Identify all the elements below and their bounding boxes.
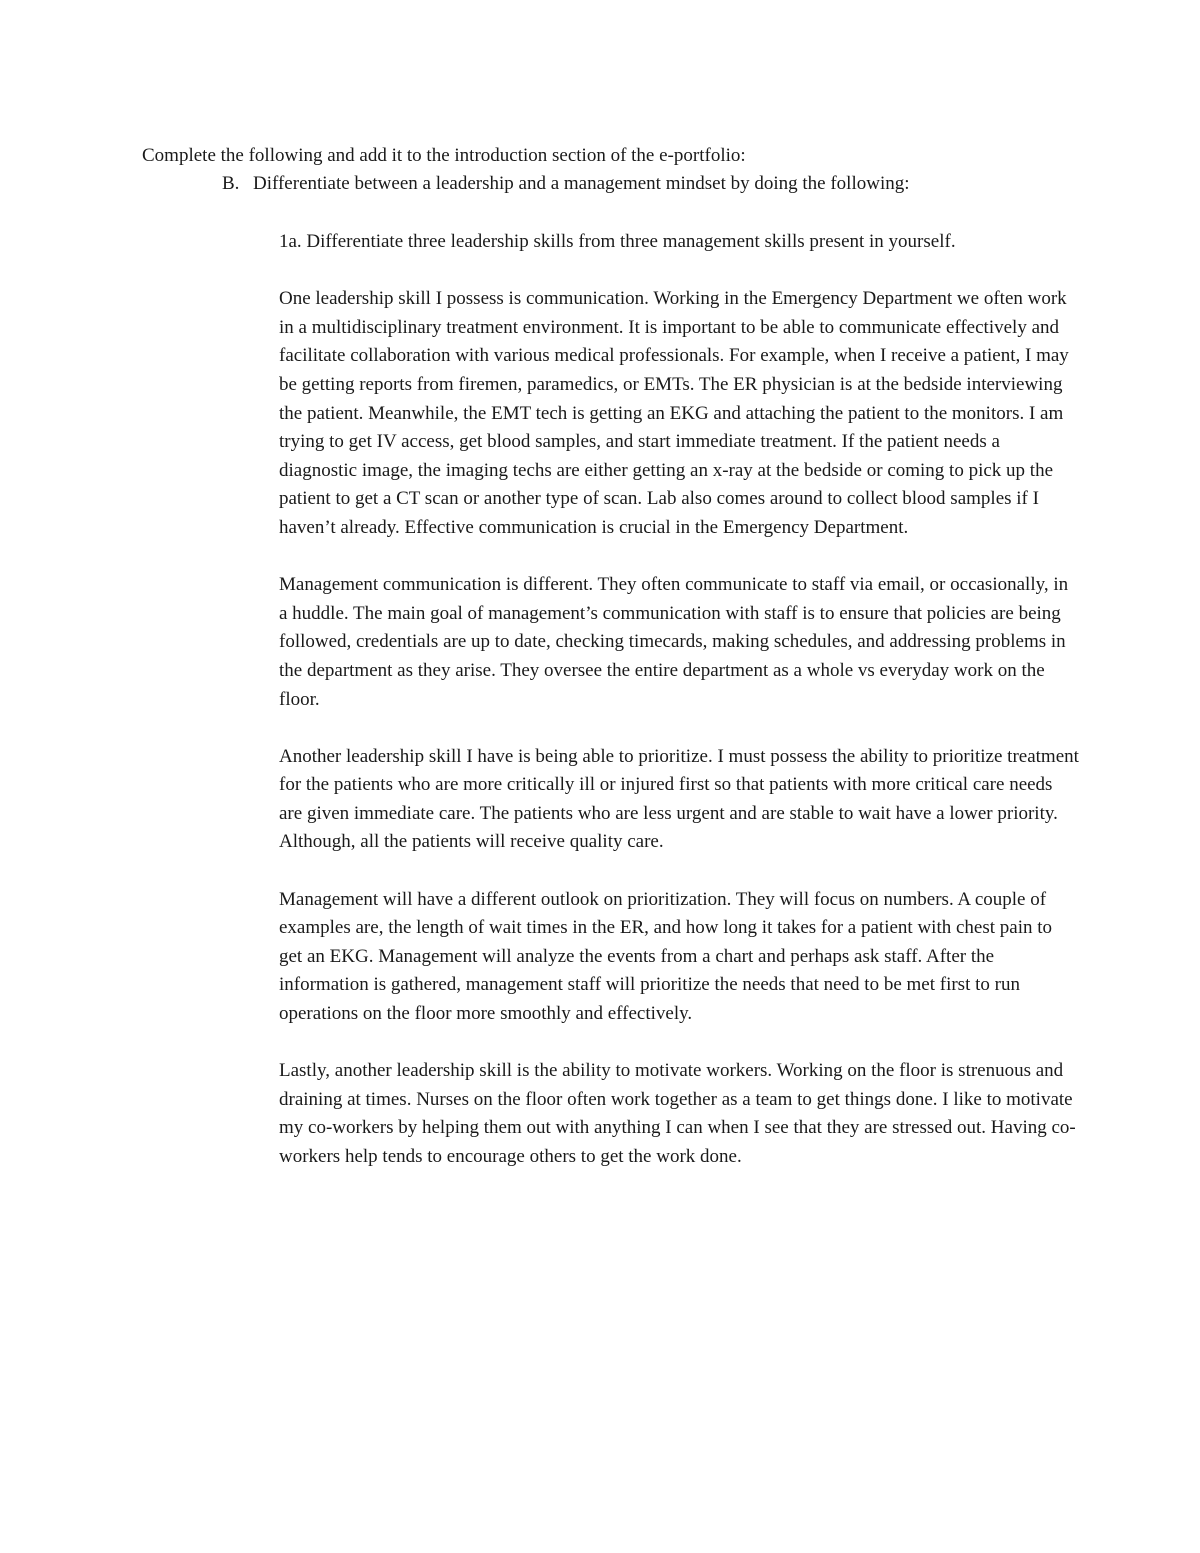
intro-line: Complete the following and add it to the introduction section of the e-portfolio: (142, 145, 746, 166)
response-body (279, 228, 1079, 1200)
task-prompt-1a: 1a. Differentiate three leadership skills from three management skills present in yourself. (279, 231, 956, 252)
list-item-b (222, 170, 910, 198)
list-marker: B. (222, 173, 240, 194)
paragraph-communication-management: Management communication is different. They often communicate to staff via email, or occasionally, in a huddle. The main goal of management’s communication with staff is to ensure that policies are being followed, credentials are up to date, checking timecards, making schedules, and addressing problems in the department as they arise. They oversee the entire department as a whole vs everyday work on the floor. (279, 574, 1069, 710)
paragraph-prioritize-leadership: Another leadership skill I have is being able to prioritize. I must possess the ability to prioritize treatment for the patients who are more critically ill or injured first so that patients with more critical care needs are given immediate care. The patients who are less urgent and are stable to wait have a lower priority. Although, all the patients will receive quality care. (279, 745, 1079, 853)
paragraph-communication-leadership: One leadership skill I possess is communication. Working in the Emergency Department we often work in a multidisciplinary treatment environment. It is important to be able to communicate effectively and facilitate collaboration with various medical professionals. For example, when I receive a patient, I may be getting reports from firemen, paramedics, or EMTs. The ER physician is at the bedside interviewing the patient. Meanwhile, the EMT tech is getting an EKG and attaching the patient to the monitors. I am trying to get IV access, get blood samples, and start immediate treatment. If the patient needs a diagnostic image, the imaging techs are either getting an x-ray at the bedside or coming to pick up the patient to get a CT scan or another type of scan. Lab also comes around to collect blood samples if I haven’t already. Effective communication is crucial in the Emergency Department. (279, 288, 1069, 538)
paragraph-motivate-leadership: Lastly, another leadership skill is the ability to motivate workers. Working on the floor is strenuous and draining at times. Nurses on the floor often work together as a team to get things done. I like to motivate my co-workers by helping them out with anything I can when I see that they are stressed out. Having co-workers help tends to encourage others to get the work done. (279, 1060, 1076, 1167)
paragraph-prioritize-management: Management will have a different outlook on prioritization. They will focus on numbers. A couple of examples are, the length of wait times in the ER, and how long it takes for a patient with chest pain to get an EKG. Management will analyze the events from a chart and perhaps ask staff. After the information is gathered, management staff will prioritize the needs that need to be met first to run operations on the floor more smoothly and effectively. (279, 888, 1052, 1025)
list-item-text: Differentiate between a leadership and a management mindset by doing the following: (253, 173, 910, 194)
